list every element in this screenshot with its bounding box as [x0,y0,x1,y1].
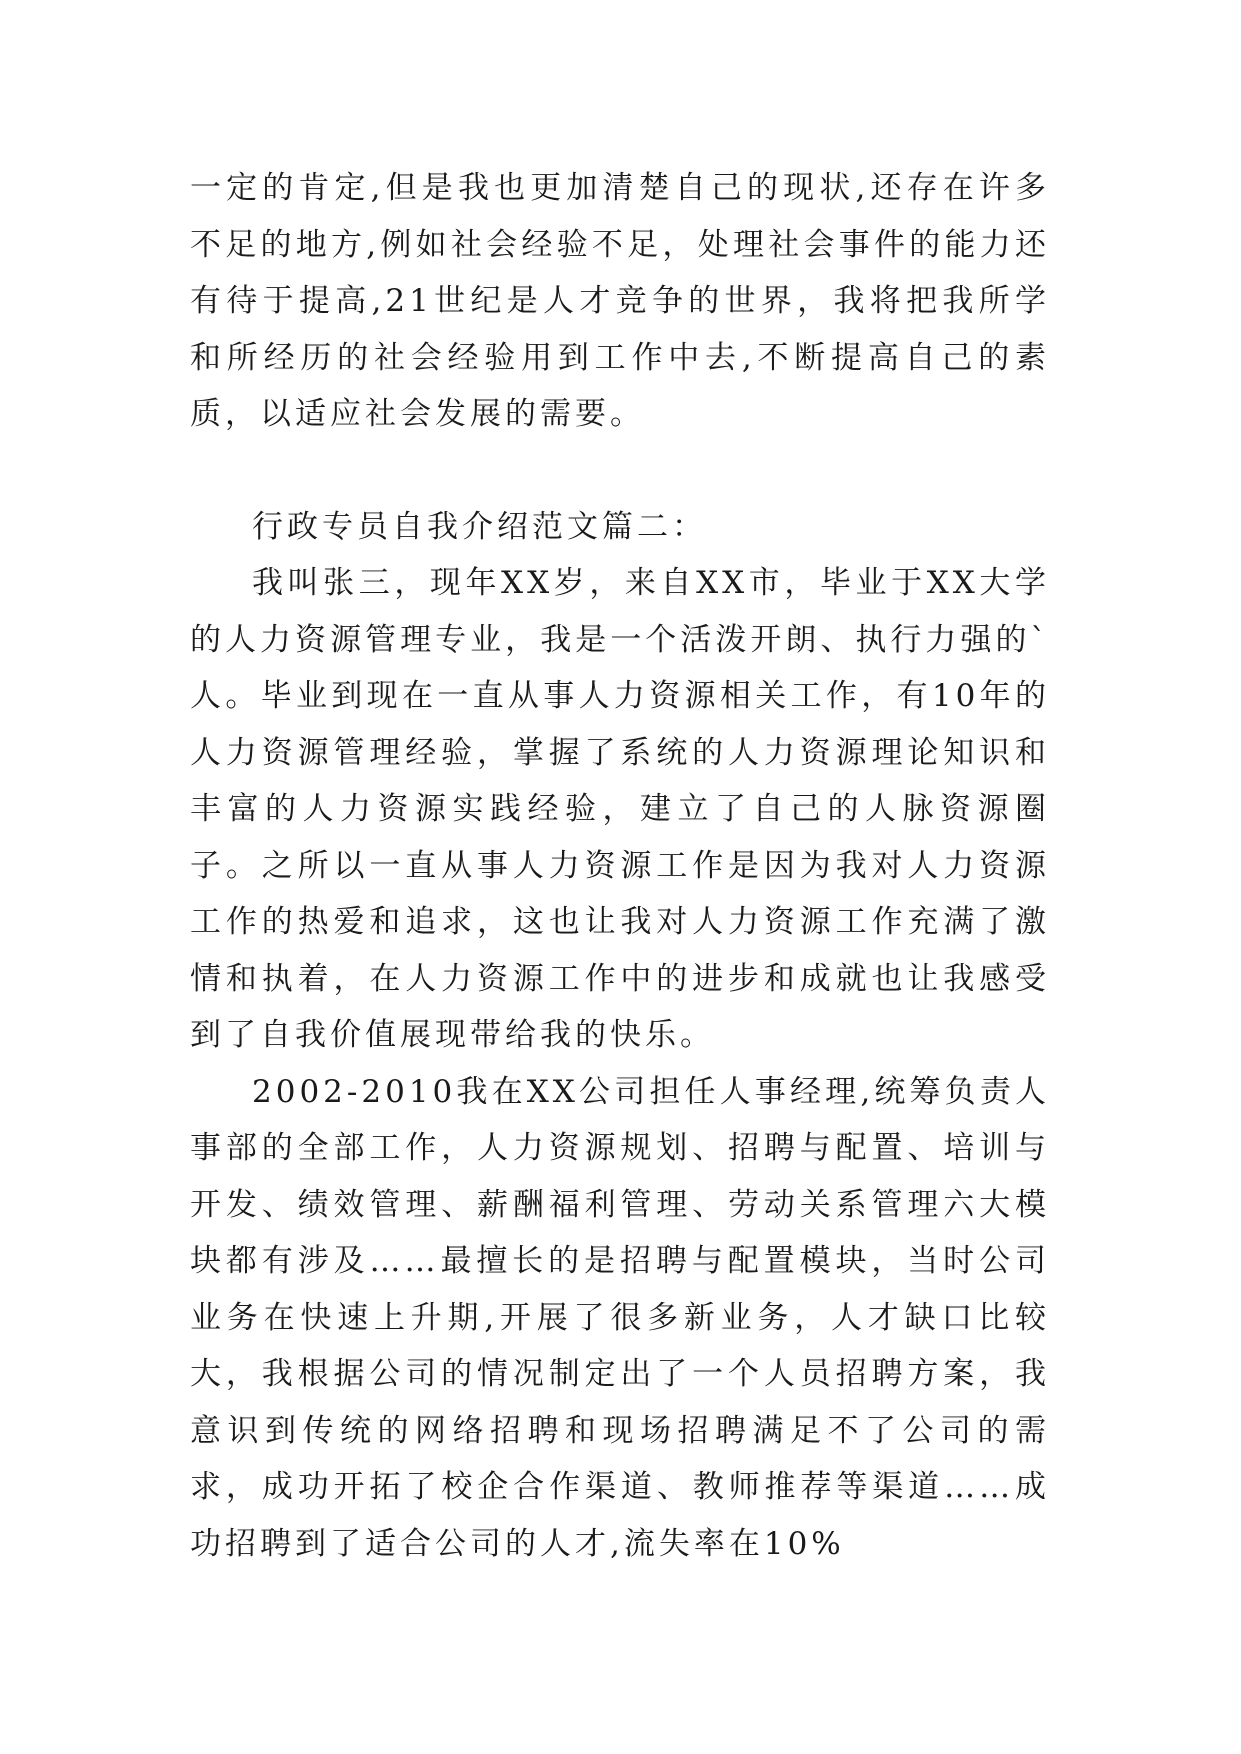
paragraph-continuation: 一定的肯定,但是我也更加清楚自己的现状,还存在许多不足的地方,例如社会经验不足，处理社会事件的能力还有待于提高,21世纪是人才竞争的世界，我将把我所学和所经历的社会经验用到工作中去,不断提高自己的素质，以适应社会发展的需要。 [190,170,1050,432]
document-body [190,160,1050,1572]
paragraph-work-experience: 2002-2010我在XX公司担任人事经理,统筹负责人事部的全部工作，人力资源规划、招聘与配置、培训与开发、绩效管理、薪酬福利管理、劳动关系管理六大模块都有涉及……最擅长的是招聘与配置模块，当时公司业务在快速上升期,开展了很多新业务，人才缺口比较大，我根据公司的情况制定出了一个人员招聘方案，我意识到传统的网络招聘和现场招聘满足不了公司的需求，成功开拓了校企合作渠道、教师推荐等渠道……成功招聘到了适合公司的人才,流失率在10% [190,1073,1050,1562]
paragraph-introduction: 我叫张三，现年XX岁，来自XX市，毕业于XX大学的人力资源管理专业，我是一个活泼开朗、执行力强的`人。毕业到现在一直从事人力资源相关工作，有10年的人力资源管理经验，掌握了系统的人力资源理论知识和丰富的人力资源实践经验，建立了自己的人脉资源圈子。之所以一直从事人力资源工作是因为我对人力资源工作的热爱和追求，这也让我对人力资源工作充满了激情和执着，在人力资源工作中的进步和成就也让我感受到了自我价值展现带给我的快乐。 [190,565,1050,1053]
section-heading: 行政专员自我介绍范文篇二： [252,508,707,545]
